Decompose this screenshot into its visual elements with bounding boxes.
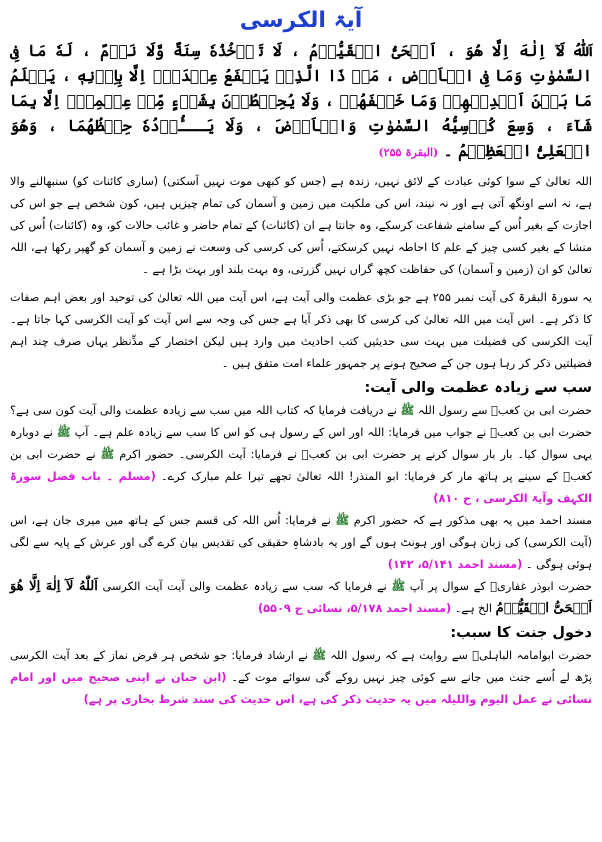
- text-segment: نے دریافت فرمایا کہ کتاب اللہ میں سب سے زیادہ عظمت والی آیت کون سی ہے؟ حضرت ابی بن کعبؓ نے جواب میں فرمایا: اللہ اور اس کے رسول ہی کو اس کا سب سے زیادہ علم ہے۔ آپ: [10, 404, 592, 439]
- ayah-text: اَللّٰهُ لَآ اِلٰهَ اِلَّا هُوَ ، اَلۡحَىُّ الۡقَيُّوۡمُ ، لَا تَاۡخُذُهٗ سِنَةٌ وَّلَا نَوۡمٌ ، لَهٗ مَا فِى السَّمٰوٰتِ وَمَا فِى الۡاَرۡضِ ، مَنۡ ذَا الَّذِىۡ يَشۡفَعُ عِنۡدَهٗۤ اِلَّا بِاِذۡنِهٖ ، يَعۡلَمُ مَا بَيۡنَ اَيۡدِيۡهِمۡ وَمَا خَلۡفَهُمۡ ، وَلَا يُحِيۡطُوۡنَ بِشَىۡءٍ مِّنۡ عِلۡمِهٖۤ اِلَّا بِمَا شَآءَ ، وَسِعَ كُرۡسِيُّهُ السَّمٰوٰتِ وَالۡاَرۡضَ ، وَلَا يَـــُٔوۡدُهٗ حِفۡظُهُمَا ، وَهُوَ الۡعَلِىُّ الۡعَظِيۡمُ ۔: [10, 41, 592, 160]
- text-segment: حضرت ابوامامہ الباہلیؓ سے روایت ہے کہ رسول اللہ: [330, 649, 593, 662]
- salawat-symbol: ﷺ: [391, 580, 406, 593]
- hadith-reference: (مسند احمد ۵/۱۴۱، ۱۴۲): [387, 558, 523, 571]
- text-segment: مسند احمد میں یہ بھی مذکور ہے کہ حضور اکرم: [353, 514, 593, 527]
- section-heading-greatest-ayah: [10, 377, 592, 399]
- salawat-symbol: ﷺ: [400, 404, 415, 417]
- salawat-symbol: ﷺ: [56, 426, 71, 439]
- hadith-reference: (مسلم ۔ باب فضل سورۃ الکہف وآیۃ الکرسی ، ح ۸۱۰): [10, 470, 592, 505]
- arabic-quote: اَللّٰهُ لَآ اِلٰهَ اِلَّا هُوَ اَلۡحَىُّ الۡقَيُّوۡمُ: [10, 579, 592, 616]
- salawat-symbol: ﷺ: [312, 649, 327, 662]
- ayat-ul-kursi-text: [10, 38, 592, 165]
- section-heading-text: دخول جنت کا سبب:: [450, 625, 592, 641]
- text-segment: نے فرمایا: اُس اللہ کی قسم جس کے ہاتھ میں میری جان ہے، اس (آیت الکرسی) کی زبان ہوگی اور ہونٹ ہوں گے اور یہ بادشاہِ حقیقی کی تقدیس بیان کرے گی اور عرش کے پایہ سے لگی ہوئی ہوگی ۔: [10, 514, 592, 571]
- salawat-symbol: ﷺ: [335, 514, 350, 527]
- hadith-reference: (مسند احمد ۵/۱۷۸، نسائی ح ۵۵۰۹): [257, 602, 452, 615]
- hadith-musnad-paragraph: [10, 510, 592, 576]
- hadith-abu-dhar-paragraph: [10, 576, 592, 620]
- text-segment: نے فرمایا کہ سب سے زیادہ عظمت والی آیت آیت الکرسی: [102, 580, 387, 593]
- text-segment: الخ ہے۔: [454, 602, 493, 615]
- salawat-symbol: ﷺ: [100, 448, 115, 461]
- text-segment: نے ارشاد فرمایا: جو شخص ہر فرض نماز کے بعد آیت الکرسی پڑھ لے اُسے جنت میں جانے سے کوئی چیز نہیں روکے گی سوائے موت کے۔: [10, 649, 593, 684]
- ayah-reference: (البقرۃ ۲۵۵): [378, 146, 439, 159]
- text-segment: نے دوبارہ یہی سوال کیا۔ بار بار سوال کرنے پر حضرت ابی بن کعبؓ نے فرمایا: آیت الکرسی۔ حضور اکرم: [10, 426, 592, 461]
- page-title: آیۃ الکرسی: [239, 8, 363, 33]
- hadith-ubay-paragraph: [10, 400, 592, 510]
- hadith-abu-umamah-paragraph: [10, 645, 592, 711]
- section-heading-text: سب سے زیادہ عظمت والی آیت:: [364, 380, 592, 396]
- text-segment: حضرت ابوذر غفاریؓ کے سوال پر آپ: [409, 580, 592, 593]
- section-heading-paradise: [10, 622, 592, 644]
- hadith-reference: (ابن حبان نے اپنی صحیح میں اور امام نسائی نے عمل الیوم واللیلہ میں یہ حدیث ذکر کی ہے، اس حدیث کی سند شرط بخاری پر ہے): [10, 671, 592, 706]
- intro-paragraph: یہ سورۃ البقرۃ کی آیت نمبر ۲۵۵ ہے جو بڑی عظمت والی آیت ہے، اس آیت میں اللہ تعالیٰ کی توحید اور بعض اہم صفات کا ذکر ہے۔ اس آیت میں اللہ تعالیٰ کی کرسی کا بھی ذکر آیا ہے جس کی وجہ سے اس آیت کو آیت الکرسی کہا جاتا ہے۔ آیت الکرسی کی فضیلت میں بہت سی حدیثیں کتب احادیث میں وارد ہیں لیکن اختصار کے مدِّنظر یہاں صرف چند اہم فضیلتیں ذکر کر رہا ہوں جن کے صحیح ہونے پر جمہور علماء امت متفق ہیں ۔: [10, 291, 592, 370]
- text-segment: حضرت ابی بن کعبؓ سے رسول اللہ: [418, 404, 593, 417]
- translation-paragraph: اللہ تعالیٰ کے سوا کوئی عبادت کے لائق نہیں، زندہ ہے (جس کو کبھی موت نہیں آسکتی) (ساری کائنات کو) سنبھالنے والا ہے، نہ اسے اونگھ آتی ہے اور نہ نیند، اس کی ملکیت میں زمین و آسمان کی تمام چیزیں ہیں، کون شخص ہے جو اس کی اجازت کے بغیر اُس کے سامنے شفاعت کرسکے، وہ جانتا ہے ان (کائنات) کے تمام حاضر و غائب حالات کو، وہ (کائنات) اُس کی منشا کے بغیر کسی چیز کے علم کا احاطہ نہیں کرسکتے، اُس کی کرسی کی وسعت نے زمین و آسمان کو گھیر رکھا ہے، اللہ تعالیٰ کو ان (زمین و آسمان) کی حفاظت کچھ گراں نہیں گزرتی، وہ بہت بلند اور بہت بڑا ہے ۔: [10, 175, 592, 276]
- text-segment: نے حضرت ابی بن کعبؓ کے سینے پر ہاتھ مار کر فرمایا: ابو المنذر! اللہ تعالیٰ تجھے تیرا علم مبارک کرے۔: [10, 448, 592, 483]
